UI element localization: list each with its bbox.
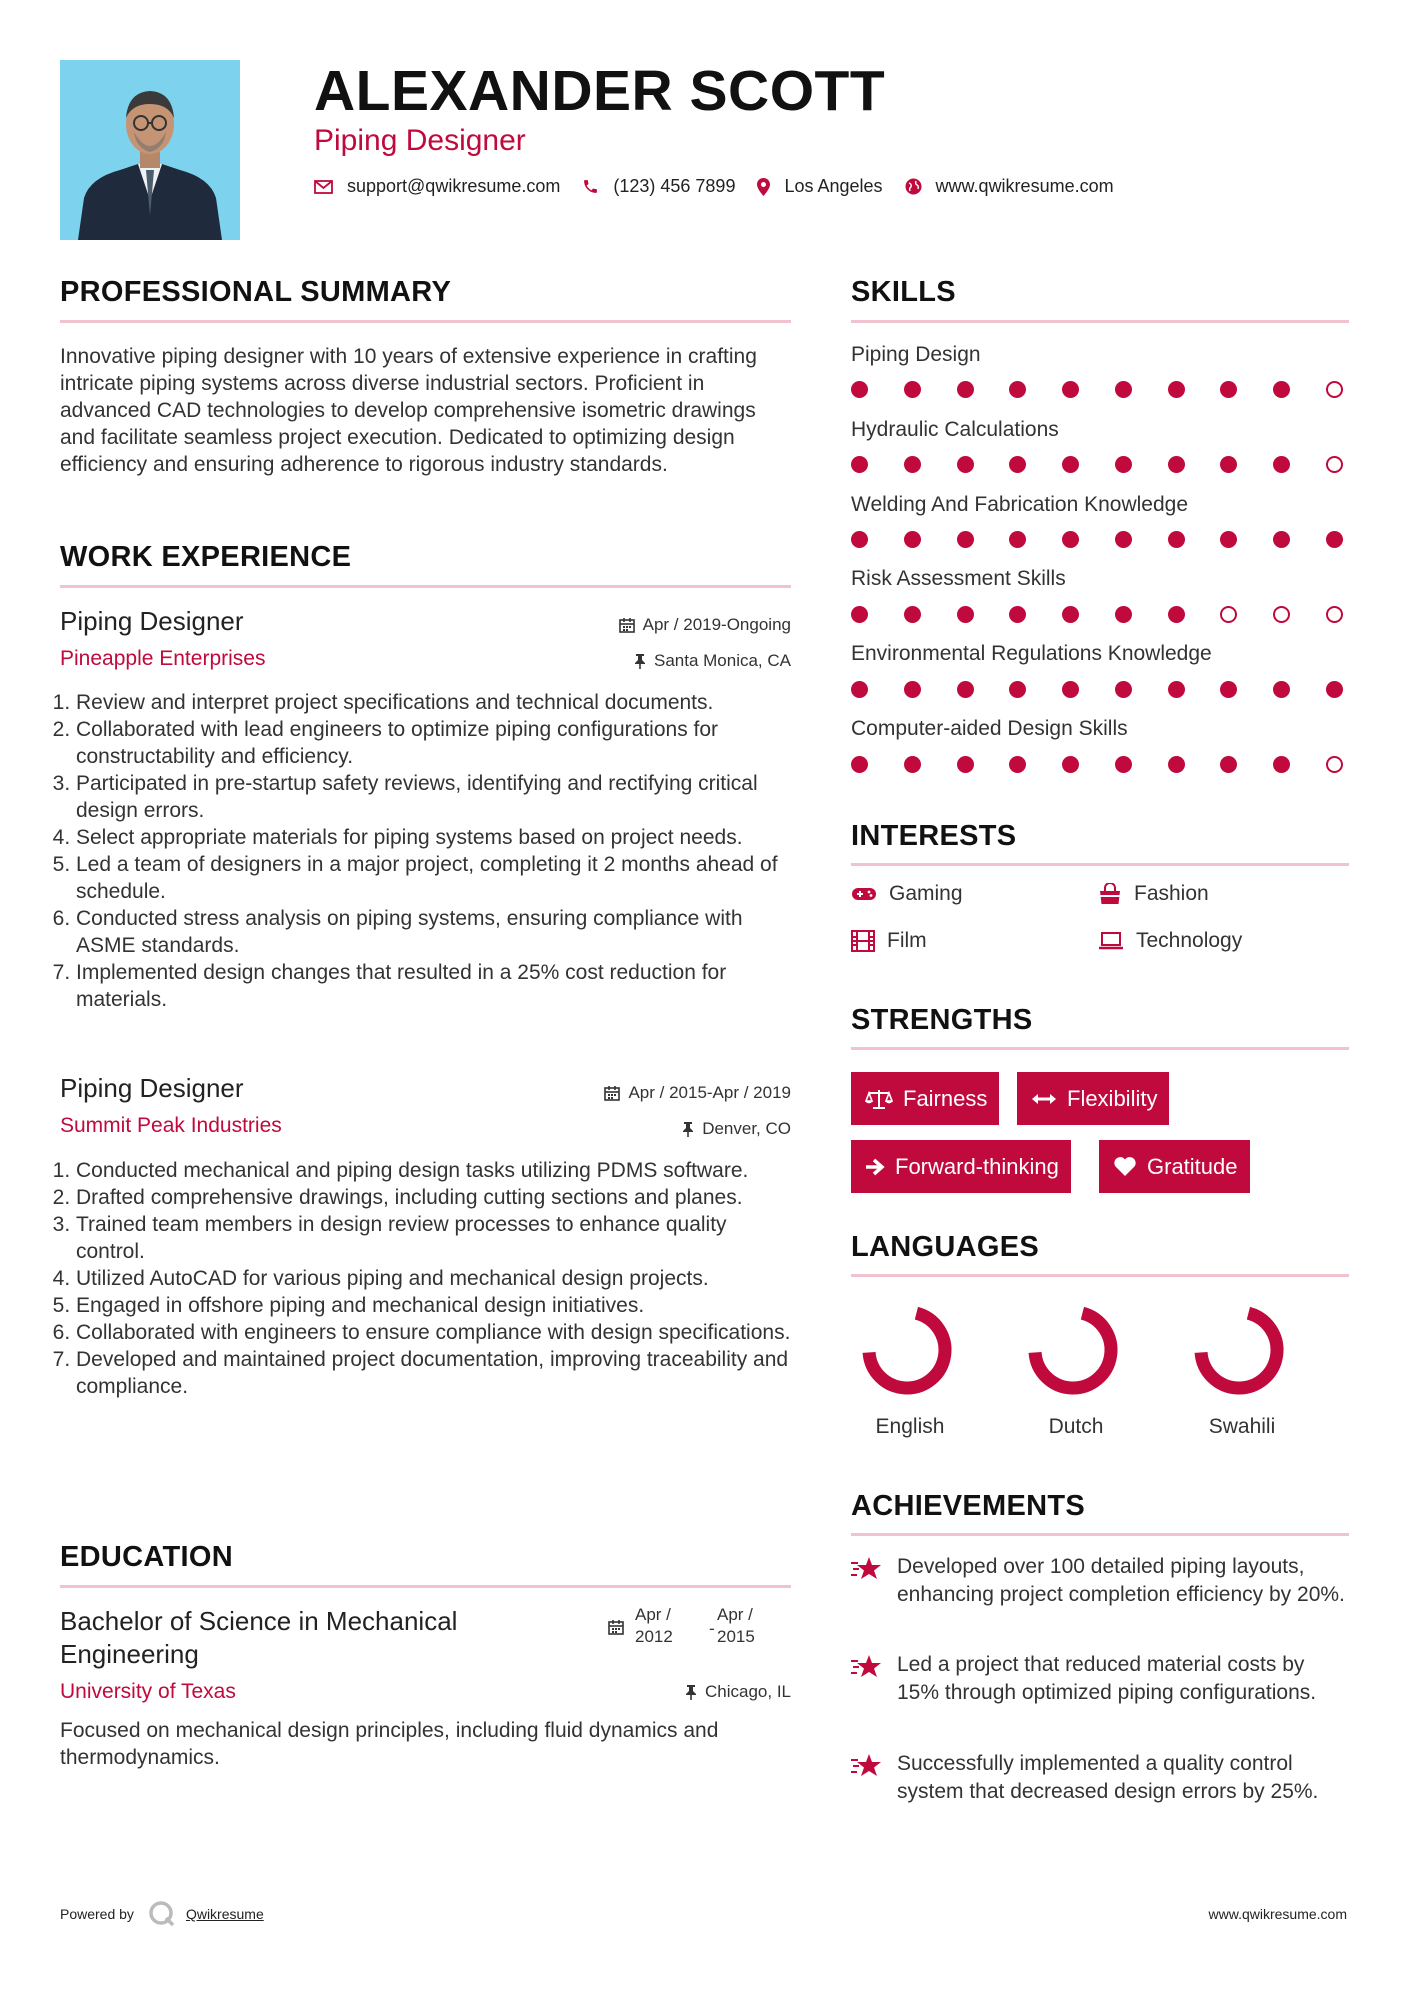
rating-dot-empty bbox=[1220, 606, 1237, 623]
education-description: Focused on mechanical design principles, including fluid dynamics and thermodynamics. bbox=[60, 1719, 719, 1769]
strength-tag-flexibility bbox=[1017, 1072, 1169, 1125]
interest-fashion bbox=[1098, 882, 1209, 906]
location-text: Los Angeles bbox=[784, 176, 883, 196]
pin-icon bbox=[682, 1121, 694, 1137]
brand-link[interactable]: Qwikresume bbox=[185, 1906, 264, 1922]
skill-rating bbox=[851, 381, 1343, 398]
rating-dot-filled bbox=[1220, 456, 1237, 473]
rating-dot-filled bbox=[957, 381, 974, 398]
degree-title-line1: Bachelor of Science in Mechanical bbox=[60, 1606, 458, 1636]
list-item: 6. Collaborated with engineers to ensure compliance with design specifications. bbox=[76, 1319, 791, 1346]
email-text: support@qwikresume.com bbox=[347, 176, 561, 196]
interest-gaming bbox=[851, 882, 963, 906]
interests-heading: INTERESTS bbox=[851, 820, 1017, 852]
skill-rating bbox=[851, 606, 1343, 623]
rating-dot-filled bbox=[1273, 456, 1290, 473]
balance-scale-icon bbox=[865, 1088, 893, 1110]
education-location bbox=[480, 1682, 791, 1702]
strength-label: Fairness bbox=[903, 1085, 988, 1111]
education-dates bbox=[608, 1605, 791, 1649]
rating-dot-filled bbox=[1062, 756, 1079, 773]
job-bullets bbox=[58, 689, 791, 1013]
rating-dot-filled bbox=[1009, 531, 1026, 548]
skill-name: Piping Design bbox=[851, 343, 981, 366]
star-icon bbox=[851, 1653, 883, 1681]
rating-dot-filled bbox=[1273, 756, 1290, 773]
qwikresume-logo-icon bbox=[148, 1900, 176, 1928]
job-location-text: Denver, CO bbox=[702, 1119, 791, 1138]
skill-rating bbox=[851, 456, 1343, 473]
pin-icon bbox=[634, 653, 646, 669]
shopping-bag-icon bbox=[1098, 883, 1122, 905]
experience-heading: WORK EXPERIENCE bbox=[60, 541, 352, 573]
achievement-item bbox=[851, 1553, 1351, 1609]
skill-name: Hydraulic Calculations bbox=[851, 418, 1059, 441]
summary-heading: PROFESSIONAL SUMMARY bbox=[60, 276, 452, 308]
language-level-arc bbox=[869, 1313, 945, 1388]
footer-website[interactable]: www.qwikresume.com bbox=[1208, 1906, 1347, 1922]
skill-rating bbox=[851, 756, 1343, 773]
rating-dot-filled bbox=[904, 381, 921, 398]
company-name: Pineapple Enterprises bbox=[60, 647, 266, 670]
list-item: 5. Engaged in offshore piping and mechanical design initiatives. bbox=[76, 1292, 791, 1319]
profile-photo bbox=[60, 60, 240, 240]
globe-icon bbox=[905, 178, 922, 195]
skill-rating bbox=[851, 531, 1343, 548]
achievement-text: Led a project that reduced material costs by 15% through optimized piping configurations. bbox=[897, 1653, 1317, 1704]
rating-dot-filled bbox=[904, 606, 921, 623]
calendar-icon bbox=[619, 617, 635, 633]
achievement-text: Successfully implemented a quality control system that decreased design errors by 25%. bbox=[897, 1752, 1319, 1803]
interest-film bbox=[851, 929, 927, 953]
candidate-name: ALEXANDER SCOTT bbox=[314, 59, 886, 123]
interest-label: Fashion bbox=[1134, 882, 1209, 905]
footer-powered-by bbox=[60, 1900, 264, 1928]
interest-label: Technology bbox=[1136, 929, 1243, 952]
job-location bbox=[480, 651, 791, 671]
candidate-role: Piping Designer bbox=[314, 124, 526, 157]
arrow-right-icon bbox=[865, 1158, 885, 1176]
rating-dot-filled bbox=[1220, 531, 1237, 548]
strength-tag-forward-thinking bbox=[851, 1140, 1071, 1193]
rating-dot-filled bbox=[1168, 756, 1185, 773]
language-level-arc bbox=[1035, 1313, 1111, 1388]
job-title: Piping Designer bbox=[60, 1073, 244, 1103]
rating-dot-filled bbox=[1273, 531, 1290, 548]
contact-location bbox=[757, 176, 882, 197]
language-name: English bbox=[875, 1415, 945, 1438]
job-location bbox=[480, 1119, 791, 1139]
contact-phone[interactable] bbox=[582, 176, 735, 197]
strength-tag-fairness bbox=[851, 1072, 999, 1125]
company-name: Summit Peak Industries bbox=[60, 1114, 282, 1137]
interest-label: Gaming bbox=[889, 882, 963, 905]
summary-divider bbox=[60, 320, 791, 323]
rating-dot-filled bbox=[957, 681, 974, 698]
list-item: 2. Collaborated with lead engineers to optimize piping configurations for constructability and efficiency. bbox=[76, 716, 791, 770]
star-icon bbox=[851, 1555, 883, 1583]
rating-dot-filled bbox=[1009, 756, 1026, 773]
list-item: 4. Select appropriate materials for piping systems based on project needs. bbox=[76, 824, 791, 851]
achievement-item bbox=[851, 1750, 1351, 1806]
list-item: 2. Drafted comprehensive drawings, including cutting sections and planes. bbox=[76, 1184, 791, 1211]
rating-dot-filled bbox=[851, 756, 868, 773]
rating-dot-empty bbox=[1273, 606, 1290, 623]
achievements-divider bbox=[851, 1533, 1349, 1536]
pin-icon bbox=[685, 1684, 697, 1700]
powered-by-text: Powered by bbox=[60, 1906, 134, 1922]
education-divider bbox=[60, 1585, 791, 1588]
skills-divider bbox=[851, 320, 1349, 323]
calendar-icon bbox=[608, 1619, 624, 1635]
interest-label: Film bbox=[887, 929, 927, 952]
job-location-text: Santa Monica, CA bbox=[653, 651, 791, 670]
phone-text: (123) 456 7899 bbox=[613, 176, 736, 196]
job-dates bbox=[480, 615, 791, 635]
phone-icon bbox=[582, 178, 599, 195]
rating-dot-filled bbox=[957, 756, 974, 773]
rating-dot-filled bbox=[904, 681, 921, 698]
degree-title-line2: Engineering bbox=[60, 1639, 199, 1669]
language-gauge bbox=[1023, 1300, 1123, 1400]
skill-name: Risk Assessment Skills bbox=[851, 567, 1066, 590]
star-icon bbox=[851, 1752, 883, 1780]
map-marker-icon bbox=[757, 178, 770, 196]
rating-dot-filled bbox=[1115, 531, 1132, 548]
job-dates-text: Apr / 2015-Apr / 2019 bbox=[628, 1083, 791, 1102]
rating-dot-filled bbox=[1009, 606, 1026, 623]
rating-dot-filled bbox=[1220, 381, 1237, 398]
job-dates bbox=[480, 1083, 791, 1103]
language-name: Dutch bbox=[1048, 1415, 1104, 1438]
edu-start-year: 2012 bbox=[635, 1627, 673, 1646]
gamepad-icon bbox=[851, 886, 877, 902]
summary-text: Innovative piping designer with 10 years of extensive experience in crafting intricate piping systems across diverse industrial sectors. Proficient in advanced CAD technologies to develop comprehensive isometric drawings and facilitate seamless project execution. Dedicated to optimizing design efficiency and ensuring adherence to rigorous industry standards. bbox=[60, 345, 757, 476]
language-gauge bbox=[1189, 1300, 1289, 1400]
language-gauge bbox=[857, 1300, 957, 1400]
job-title: Piping Designer bbox=[60, 606, 244, 636]
rating-dot-filled bbox=[851, 456, 868, 473]
rating-dot-filled bbox=[1273, 681, 1290, 698]
education-location-text: Chicago, IL bbox=[705, 1682, 791, 1701]
rating-dot-filled bbox=[1062, 531, 1079, 548]
envelope-icon bbox=[314, 180, 333, 194]
edu-end-year: 2015 bbox=[717, 1627, 755, 1646]
edu-end-month: Apr / bbox=[717, 1605, 753, 1624]
school-name: University of Texas bbox=[60, 1680, 236, 1703]
rating-dot-filled bbox=[851, 681, 868, 698]
strengths-heading: STRENGTHS bbox=[851, 1004, 1033, 1036]
rating-dot-filled bbox=[1273, 381, 1290, 398]
rating-dot-filled bbox=[1115, 606, 1132, 623]
interests-divider bbox=[851, 863, 1349, 866]
rating-dot-filled bbox=[1062, 606, 1079, 623]
list-item: 1. Conducted mechanical and piping design tasks utilizing PDMS software. bbox=[76, 1157, 791, 1184]
rating-dot-filled bbox=[1326, 681, 1343, 698]
rating-dot-filled bbox=[1115, 681, 1132, 698]
rating-dot-filled bbox=[1220, 756, 1237, 773]
list-item: 1. Review and interpret project specifications and technical documents. bbox=[76, 689, 791, 716]
achievements-heading: ACHIEVEMENTS bbox=[851, 1490, 1086, 1522]
list-item: 6. Conducted stress analysis on piping systems, ensuring compliance with ASME standards. bbox=[76, 905, 791, 959]
job-dates-text: Apr / 2019-Ongoing bbox=[642, 615, 791, 634]
contact-website[interactable] bbox=[905, 176, 1114, 197]
rating-dot-filled bbox=[1115, 756, 1132, 773]
contact-email[interactable] bbox=[314, 176, 560, 197]
rating-dot-filled bbox=[1062, 681, 1079, 698]
rating-dot-filled bbox=[1326, 531, 1343, 548]
contact-bar bbox=[314, 176, 1136, 197]
rating-dot-filled bbox=[1168, 606, 1185, 623]
calendar-icon bbox=[604, 1085, 620, 1101]
list-item: 4. Utilized AutoCAD for various piping and mechanical design projects. bbox=[76, 1265, 791, 1292]
skill-rating bbox=[851, 681, 1343, 698]
languages-divider bbox=[851, 1274, 1349, 1277]
rating-dot-filled bbox=[1168, 381, 1185, 398]
rating-dot-filled bbox=[957, 606, 974, 623]
rating-dot-filled bbox=[851, 606, 868, 623]
list-item: 7. Implemented design changes that resulted in a 25% cost reduction for materials. bbox=[76, 959, 791, 1013]
arrows-horizontal-icon bbox=[1031, 1092, 1057, 1106]
rating-dot-filled bbox=[1062, 456, 1079, 473]
rating-dot-empty bbox=[1326, 606, 1343, 623]
strength-label: Flexibility bbox=[1067, 1085, 1158, 1111]
language-name: Swahili bbox=[1208, 1415, 1276, 1438]
skills-heading: SKILLS bbox=[851, 276, 956, 308]
strength-label: Forward-thinking bbox=[895, 1153, 1059, 1179]
rating-dot-filled bbox=[851, 531, 868, 548]
heart-icon bbox=[1113, 1156, 1137, 1177]
rating-dot-filled bbox=[904, 756, 921, 773]
languages-heading: LANGUAGES bbox=[851, 1231, 1039, 1263]
achievement-item bbox=[851, 1651, 1351, 1707]
rating-dot-filled bbox=[957, 531, 974, 548]
rating-dot-filled bbox=[851, 381, 868, 398]
rating-dot-filled bbox=[1009, 456, 1026, 473]
list-item: 5. Led a team of designers in a major project, completing it 2 months ahead of schedule. bbox=[76, 851, 791, 905]
strengths-divider bbox=[851, 1047, 1349, 1050]
film-icon bbox=[851, 930, 875, 952]
rating-dot-filled bbox=[1115, 381, 1132, 398]
job-bullets bbox=[58, 1157, 791, 1400]
experience-divider bbox=[60, 585, 791, 588]
strength-tag-gratitude bbox=[1099, 1140, 1250, 1193]
rating-dot-filled bbox=[957, 456, 974, 473]
rating-dot-empty bbox=[1326, 381, 1343, 398]
rating-dot-filled bbox=[1062, 381, 1079, 398]
edu-date-dash: - bbox=[709, 1619, 715, 1638]
laptop-icon bbox=[1098, 931, 1124, 951]
website-text: www.qwikresume.com bbox=[935, 176, 1114, 196]
rating-dot-empty bbox=[1326, 456, 1343, 473]
rating-dot-filled bbox=[1168, 456, 1185, 473]
rating-dot-filled bbox=[1009, 681, 1026, 698]
rating-dot-filled bbox=[904, 456, 921, 473]
list-item: 7. Developed and maintained project documentation, improving traceability and compliance. bbox=[76, 1346, 791, 1400]
skill-name: Environmental Regulations Knowledge bbox=[851, 642, 1212, 665]
rating-dot-filled bbox=[904, 531, 921, 548]
interest-technology bbox=[1098, 929, 1242, 953]
skill-name: Computer-aided Design Skills bbox=[851, 717, 1128, 740]
rating-dot-filled bbox=[1168, 531, 1185, 548]
skill-name: Welding And Fabrication Knowledge bbox=[851, 493, 1188, 516]
education-heading: EDUCATION bbox=[60, 1541, 233, 1573]
language-level-arc bbox=[1201, 1313, 1277, 1388]
achievement-text: Developed over 100 detailed piping layouts, enhancing project completion efficiency by 20%. bbox=[897, 1555, 1345, 1606]
edu-start-month: Apr / bbox=[635, 1605, 671, 1624]
rating-dot-filled bbox=[1009, 381, 1026, 398]
rating-dot-filled bbox=[1115, 456, 1132, 473]
list-item: 3. Participated in pre-startup safety reviews, identifying and rectifying critical design errors. bbox=[76, 770, 791, 824]
strength-label: Gratitude bbox=[1147, 1153, 1238, 1179]
rating-dot-filled bbox=[1220, 681, 1237, 698]
list-item: 3. Trained team members in design review processes to enhance quality control. bbox=[76, 1211, 791, 1265]
rating-dot-empty bbox=[1326, 756, 1343, 773]
rating-dot-filled bbox=[1168, 681, 1185, 698]
